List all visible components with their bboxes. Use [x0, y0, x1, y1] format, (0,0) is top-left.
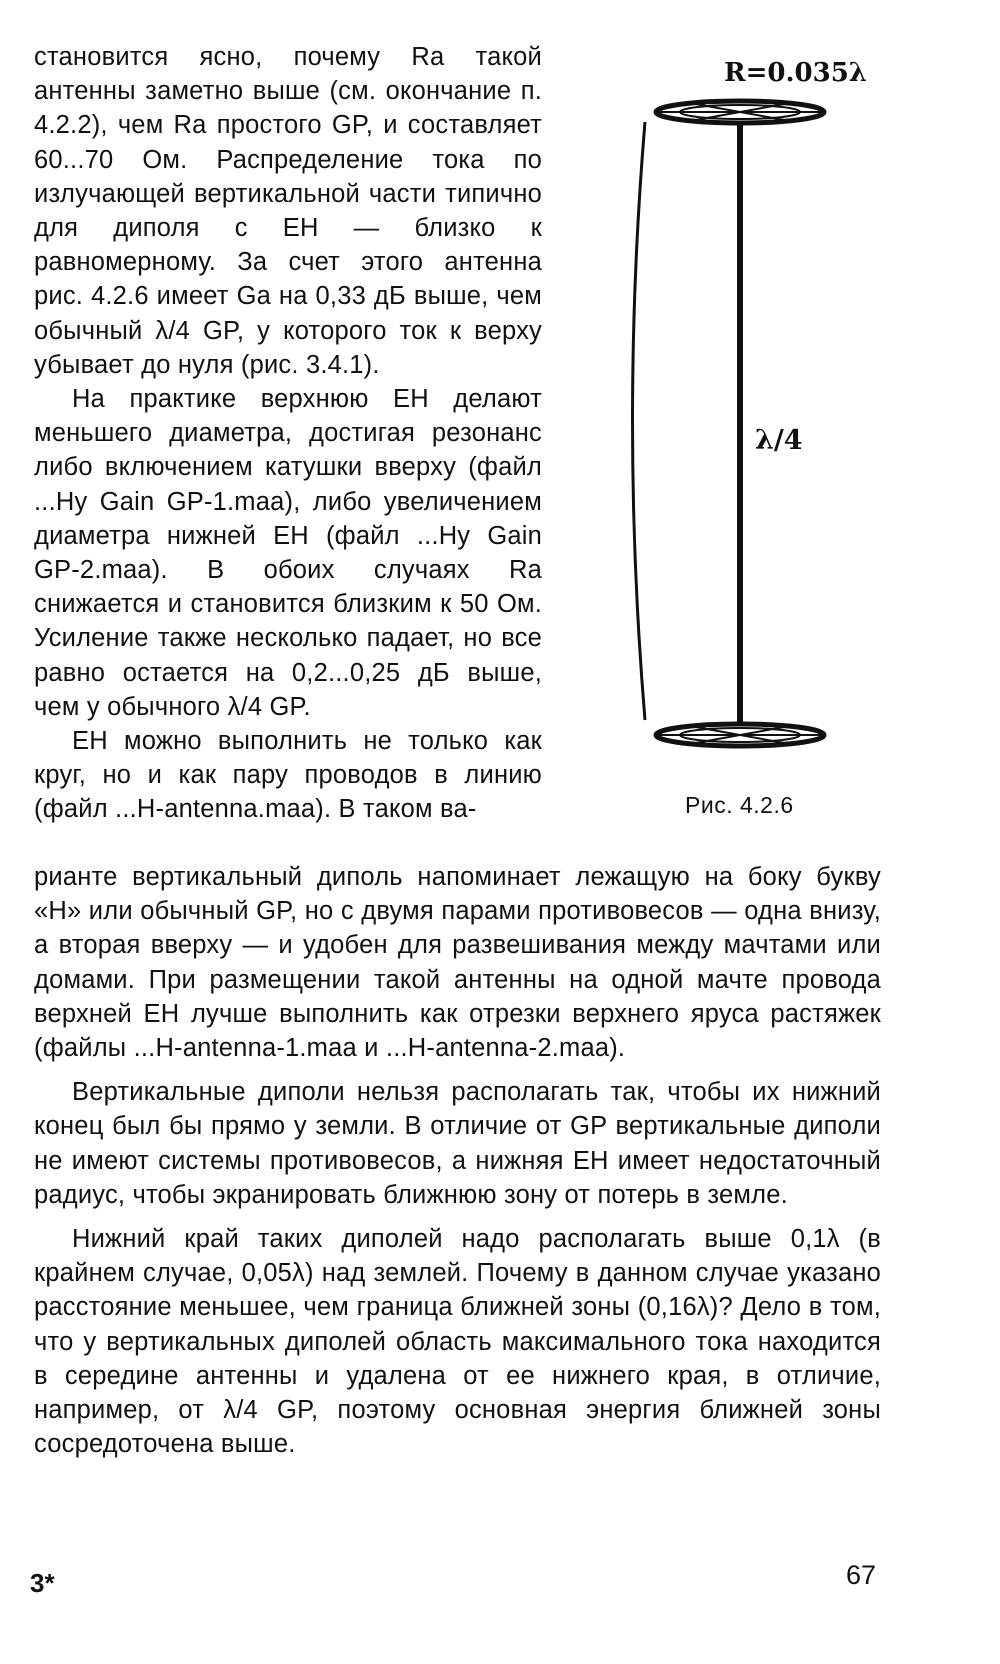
- radius-label: R=0.035λ: [724, 58, 868, 88]
- paragraph-eh-line: ЕН можно выполнить не только как круг, но и как пару проводов в линию (файл ...H-antenna.maa). В таком ва-: [34, 727, 542, 824]
- text-full-width: [34, 860, 881, 1461]
- paragraph-vertical-dipoles: Вертикальные диполи нельзя располагать так, чтобы их нижний конец был бы прямо у земли. В отличие от GP вертикальные диполи не имеют системы противовесов, а нижняя ЕН имеет недостаточный радиус, чтобы экранировать ближнюю зону от потерь в земле.: [34, 1078, 881, 1209]
- paragraph-h-antenna: рианте вертикальный диполь напоминает лежащую на боку букву «Н» или обычный GP, но с двумя парами противовесов — одна внизу, а вторая вверху — и удобен для развешивания между мачтами или домами. При размещении такой антенны на одной мачте провода верхней ЕН лучше выполнить как отрезки верхнего яруса растяжек (файлы ...H-antenna-1.maa и ...H-antenna-2.maa).: [34, 863, 881, 1063]
- antenna-figure: [0, 0, 1000, 760]
- bottom-capacitance-hat: [656, 724, 824, 746]
- current-distribution-curve: [633, 122, 646, 720]
- figure-caption: Рис. 4.2.6: [685, 792, 794, 818]
- paragraph-lower-edge: Нижний край таких диполей надо располагать выше 0,1λ (в крайнем случае, 0,05λ) над землей. Почему в данном случае указано расстояние меньшее, чем граница ближней зоны (0,16λ)? Дело в том, что у вертикальных диполей область максимального тока находится в середине антенны и удалена от ее нижнего края, в отличие, например, от λ/4 GP, поэтому основная энергия ближней зоны сосредоточена выше.: [34, 1225, 881, 1459]
- paragraph-practice: На практике верхнюю ЕН делают меньшего диаметра, достигая резонанс либо включением катушки вверху (файл ...Hy Gain GP-1.maa), либо увеличением диаметра нижней ЕН (файл ...Hy Gain GP-2.maa). В обоих случаях Ra снижается и становится близким к 50 Ом. Усиление также несколько падает, но все равно остается на 0,2...0,25 дБ выше, чем у обычного λ/4 GP.: [34, 385, 542, 721]
- paragraph-continuation: становится ясно, почему Ra такой антенны заметно выше (см. окончание п. 4.2.2), чем Ra простого GP, и составляет 60...70 Ом. Распределение тока по излучающей вертикальной части типично для диполя с ЕН — близко к равномерному. За счет этого антенна рис. 4.2.6 имеет Ga на 0,33 дБ выше, чем обычный λ/4 GP, у которого ток к верху убывает до нуля (рис. 3.4.1).: [34, 43, 542, 379]
- top-capacitance-hat: [656, 101, 824, 123]
- length-label: λ/4: [755, 425, 803, 456]
- page-number: 67: [846, 1560, 877, 1590]
- signature-mark: 3*: [30, 1568, 55, 1598]
